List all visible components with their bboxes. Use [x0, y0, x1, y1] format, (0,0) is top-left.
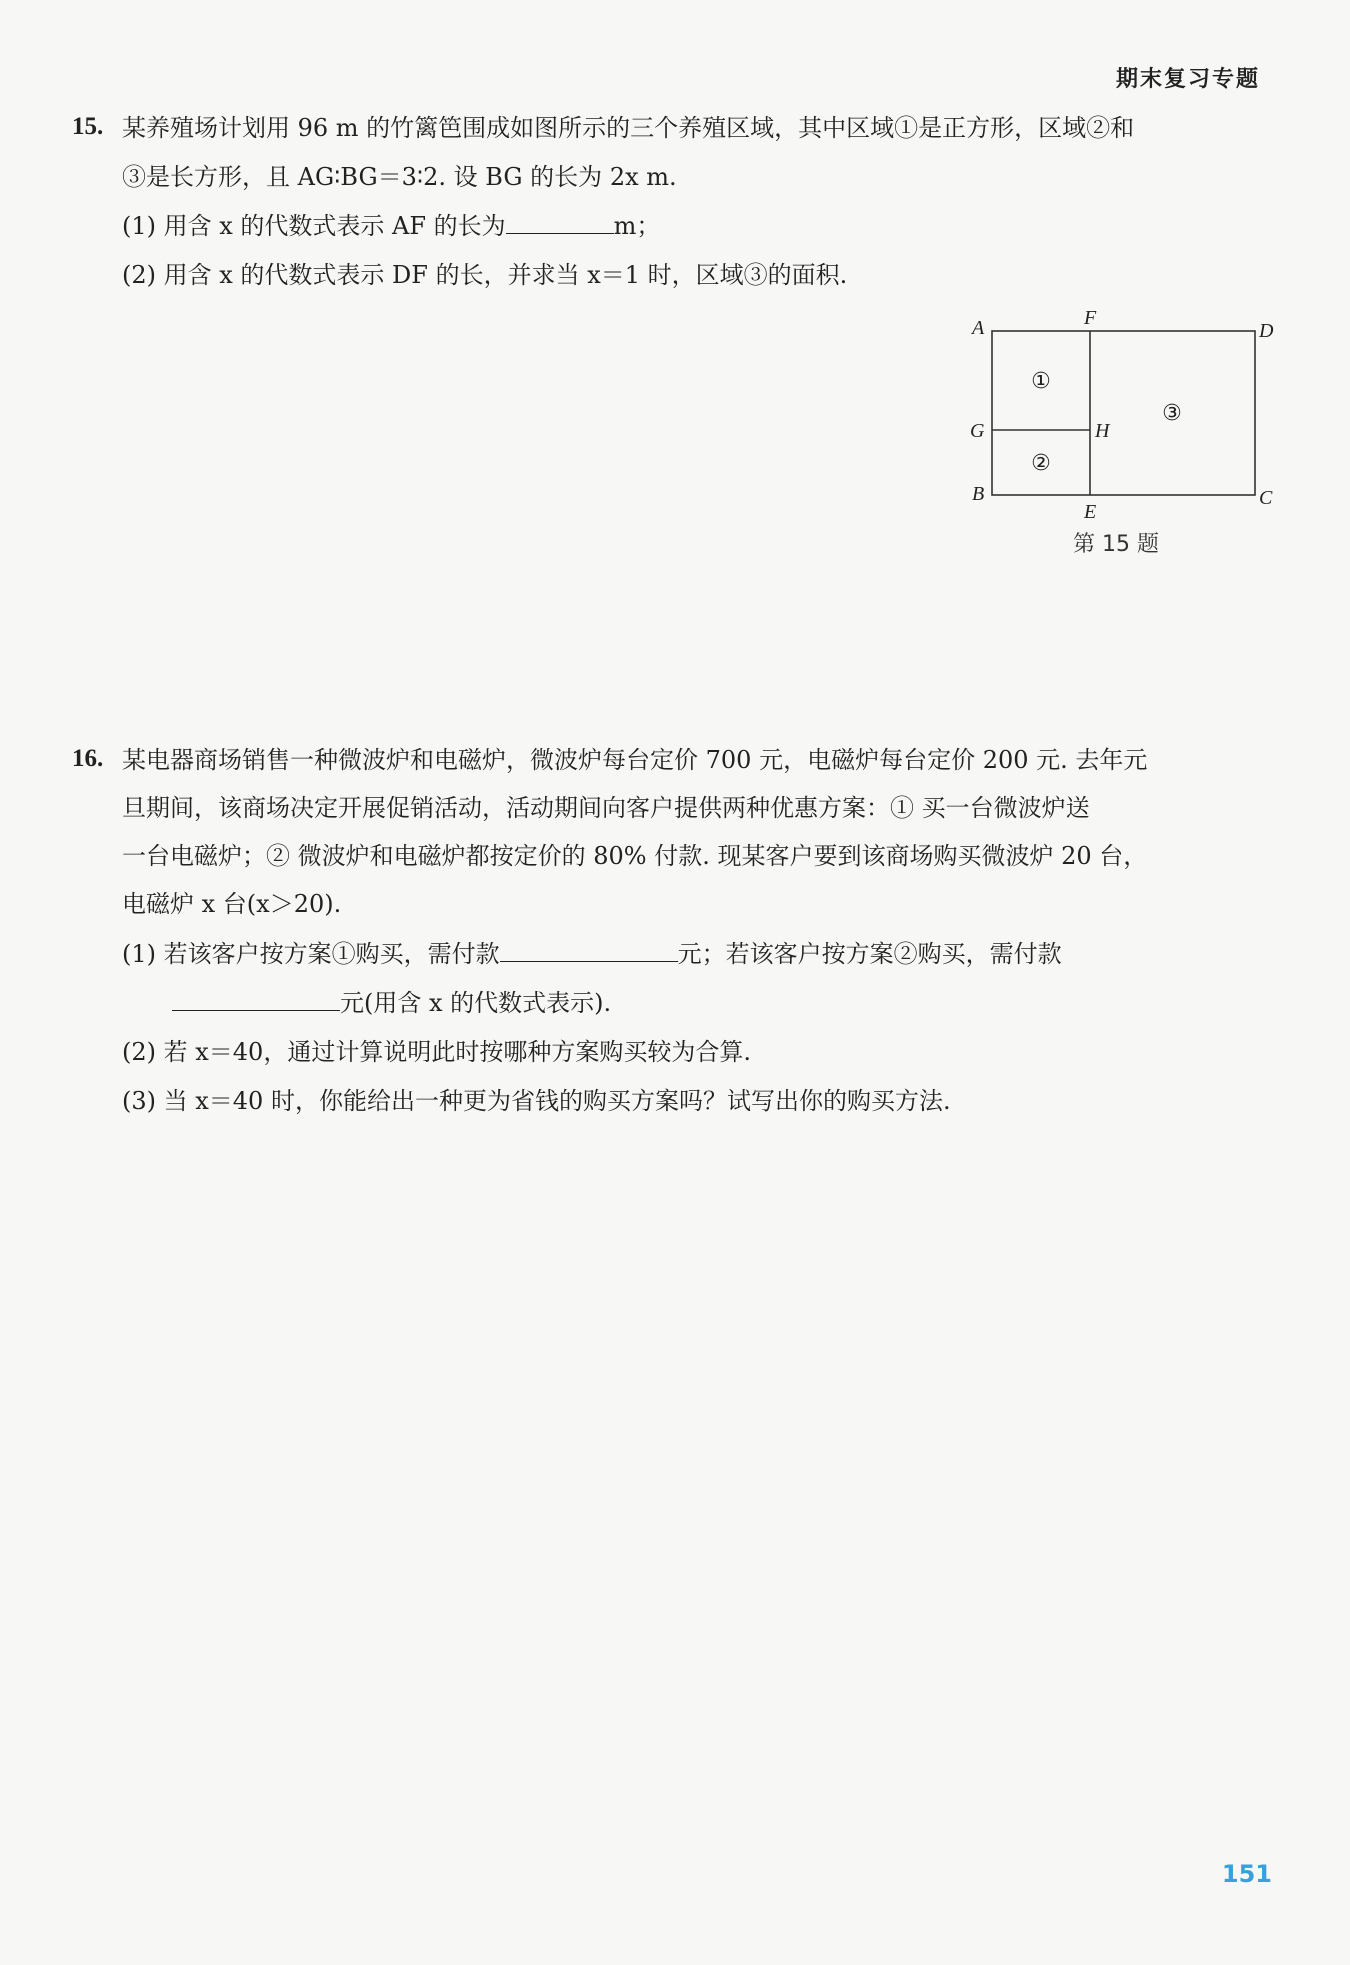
- sub-question-text: 元(用含 x 的代数式表示).: [340, 989, 612, 1017]
- sub-question-1-continued: [172, 986, 611, 1020]
- question-text-line: 某电器商场销售一种微波炉和电磁炉，微波炉每台定价 700 元，电磁炉每台定价 200 元. 去年元: [122, 746, 1148, 774]
- point-label-d: D: [1259, 320, 1274, 342]
- point-label-e: E: [1084, 501, 1097, 523]
- section-header: 期末复习专题: [1115, 67, 1260, 92]
- sub-question-3: (3) 当 x＝40 时，你能给出一种更为省钱的购买方案吗？试写出你的购买方法.: [122, 1087, 951, 1115]
- region-3-label: ③: [1162, 401, 1182, 426]
- answer-blank[interactable]: [500, 937, 678, 962]
- sub-question-1: [122, 209, 660, 243]
- sub-question-text: (1) 用含 x 的代数式表示 AF 的长为: [122, 212, 506, 240]
- answer-blank[interactable]: [506, 209, 614, 234]
- sub-question-text: (1) 若该客户按方案①购买，需付款: [122, 940, 500, 968]
- figure-caption: 第 15 题: [1073, 532, 1159, 557]
- sub-question-2: (2) 若 x＝40，通过计算说明此时按哪种方案购买较为合算.: [122, 1038, 751, 1066]
- point-label-f: F: [1084, 307, 1097, 329]
- sub-question-2: (2) 用含 x 的代数式表示 DF 的长，并求当 x＝1 时，区域③的面积.: [122, 261, 848, 289]
- answer-blank[interactable]: [172, 986, 340, 1011]
- point-label-h: H: [1095, 420, 1110, 442]
- rectangle-diagram: [950, 300, 1290, 530]
- point-label-a: A: [972, 317, 985, 339]
- sub-question-text: 元；若该客户按方案②购买，需付款: [677, 940, 1062, 968]
- page-number: 151: [1221, 1860, 1272, 1888]
- question-text-line: 某养殖场计划用 96 m 的竹篱笆围成如图所示的三个养殖区域，其中区域①是正方形，区域②和: [122, 114, 1135, 142]
- sub-question-1: [122, 937, 1062, 971]
- region-2-label: ②: [1031, 451, 1051, 476]
- point-label-g: G: [970, 420, 985, 442]
- question-text-line: ③是长方形，且 AG∶BG＝3∶2. 设 BG 的长为 2x m.: [122, 163, 677, 191]
- region-1-label: ①: [1031, 369, 1051, 394]
- question-number: 16.: [72, 745, 104, 772]
- point-label-b: B: [972, 483, 985, 505]
- point-label-c: C: [1259, 487, 1273, 509]
- question-text-line: 一台电磁炉；② 微波炉和电磁炉都按定价的 80% 付款. 现某客户要到该商场购买微波炉 20 台，: [122, 842, 1148, 870]
- question-text-line: 电磁炉 x 台(x＞20).: [122, 890, 342, 918]
- question-number: 15.: [72, 113, 104, 140]
- sub-question-text: m；: [613, 212, 661, 240]
- question-text-line: 旦期间，该商场决定开展促销活动，活动期间向客户提供两种优惠方案：① 买一台微波炉送: [122, 794, 1090, 822]
